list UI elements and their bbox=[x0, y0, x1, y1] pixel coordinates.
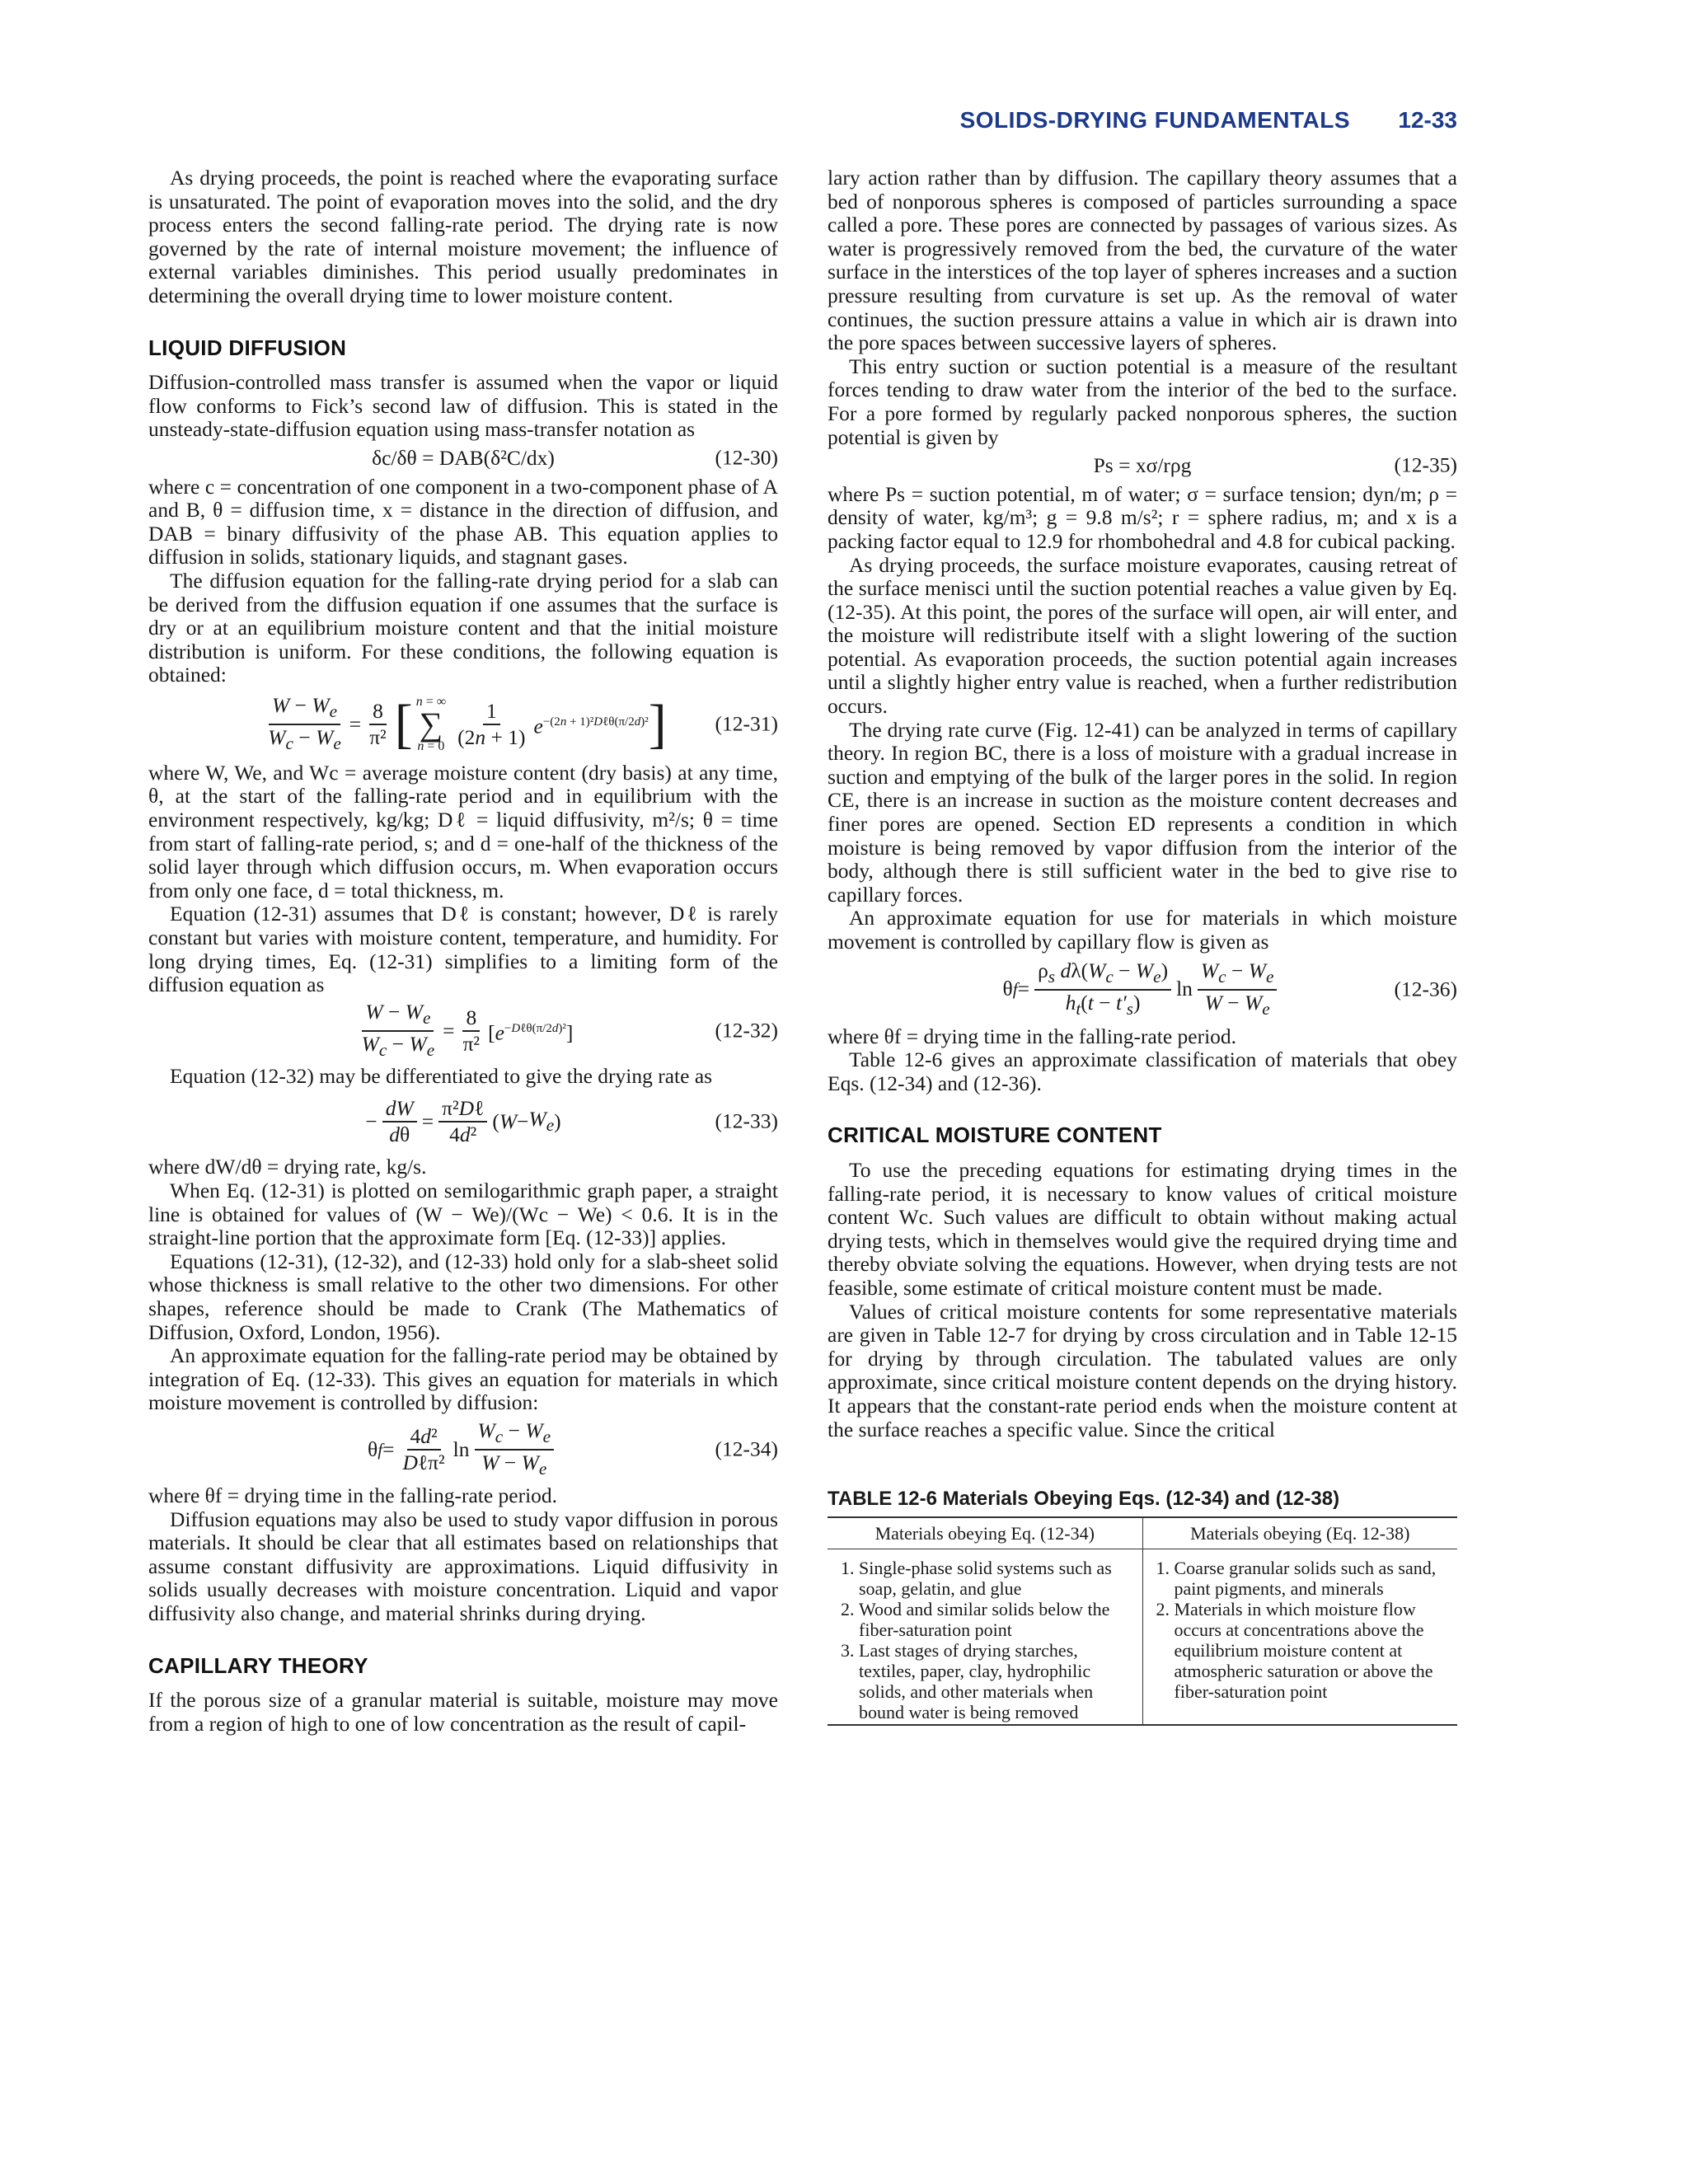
paragraph: When Eq. (12-31) is plotted on semilogarithmic graph paper, a straight line is obtained for values of (W − We)/(Wc − We) < 0.6. It is in the straight-line portion that the approximate form [Eq. (12-33)] applies. bbox=[148, 1179, 778, 1250]
paragraph: where Ps = suction potential, m of water; σ = surface tension; dyn/m; ρ = density of water, kg/m³; g = 9.8 m/s²; r = sphere radius, m; and x is a packing factor equal to 12.9 for rhombohedral and 4.8 for cubical packing. bbox=[828, 481, 1457, 553]
paragraph: An approximate equation for use for materials in which moisture movement is controlled by capillary flow is given as bbox=[828, 906, 1457, 954]
list-item: 2. Materials in which moisture flow occurs at concentrations above the equilibrium moisture content at atmospheric saturation or above the fiber-saturation point bbox=[1175, 1599, 1450, 1702]
page-number: 12-33 bbox=[1398, 107, 1457, 133]
paragraph: Diffusion-controlled mass transfer is assumed when the vapor or liquid flow conforms to Fick’s second law of diffusion. This is stated in the unsteady-state-diffusion equation using mass-transfer notation as bbox=[148, 370, 778, 442]
left-column bbox=[148, 166, 778, 1736]
equation-body: θ f = $\frac{\rho_s d\lambda(W_c - W_e)}{h_t(t - t'_s)}$ ln $\frac{W_c - W_e}{W - W_e}$ bbox=[1003, 958, 1282, 1021]
list-item: 1. Coarse granular solids such as sand, paint pigments, and minerals bbox=[1175, 1558, 1450, 1599]
equation-12-36 bbox=[828, 959, 1457, 1020]
paragraph: To use the preceding equations for estimating drying times in the falling-rate period, it is necessary to know values of critical moisture content Wc. Such values are difficult to obtain without making actual drying tests, which in themselves would give the required drying time and thereby obviate solving the equations. However, when drying tests are not feasible, some estimate of critical moisture content must be made. bbox=[828, 1157, 1457, 1300]
table-header: Materials obeying Eq. (12-34) bbox=[828, 1518, 1142, 1549]
equation-body: $\frac{W - W_e}{W_c - W_e}$ = $\frac{8}{\text{π²}}$ $[e^{-D\ell\theta(\pi/2d)^2}]$ bbox=[361, 999, 574, 1060]
paragraph: Equation (12-31) assumes that Dℓ is constant; however, Dℓ is rarely constant but varies with moisture content, temperature, and humidity. For long drying times, Eq. (12-31) simplifies to a limiting form of the diffusion equation as bbox=[148, 902, 778, 997]
paragraph: lary action rather than by diffusion. The capillary theory assumes that a bed of nonporous spheres is composed of particles surrounding a space called a pore. These pores are connected by passages of various sizes. As water is progressively removed from the bed, the curvature of the water surface in the interstices of the top layer of spheres increases and a suction pressure resulting from curvature is set up. As the removal of water continues, the suction pressure attains a value in which air is drawn into the pore spaces between successive layers of spheres. bbox=[828, 166, 1457, 355]
paragraph: Equations (12-31), (12-32), and (12-33) hold only for a slab-sheet solid whose thickness is small relative to the other two dimensions. For other shapes, reference should be made to Crank (The Mathematics of Diffusion, Oxford, London, 1956). bbox=[148, 1249, 778, 1344]
paragraph: Values of critical moisture contents for some representative materials are given in Table 12-7 for drying by cross circulation and in Table 12-15 for drying by through circulation. The tabulated values are only approximate, since critical moisture content depends on the drying history. It appears that the constant-rate period ends when the moisture content at the surface reaches a specific value. Since the critical bbox=[828, 1299, 1457, 1441]
equation-number: (12-30) bbox=[715, 445, 778, 470]
paragraph: If the porous size of a granular material is suitable, moisture may move from a region of high to one of low concentration as the result of capil- bbox=[148, 1688, 778, 1736]
table-title: TABLE 12-6 Materials Obeying Eqs. (12-34) and (12-38) bbox=[828, 1488, 1457, 1518]
right-column bbox=[828, 166, 1457, 1726]
heading-critical-moisture-content: CRITICAL MOISTURE CONTENT bbox=[828, 1122, 1162, 1148]
equation-number: (12-36) bbox=[1394, 977, 1457, 1001]
list-item: 2. Wood and similar solids below the fiber-saturation point bbox=[859, 1599, 1134, 1640]
equation-number: (12-35) bbox=[1394, 453, 1457, 478]
paragraph: As drying proceeds, the point is reached where the evaporating surface is unsaturated. The point of evaporation moves into the solid, and the dry process enters the second falling-rate period. The drying rate is now governed by the rate of internal moisture movement; the influence of external variables diminishes. This period usually predominates in determining the overall drying time to lower moisture content. bbox=[148, 166, 778, 307]
table-header: Materials obeying (Eq. 12-38) bbox=[1142, 1518, 1457, 1549]
equation-body: $\frac{W - W_e}{W_c - W_e}$ = $\frac{8}{\text{π²}}$ [ n = ∞ ∑ n = 0 $\frac{1}{(2n + 1)}$ $e^{-(2n + 1)^2D\ell\theta(\pi/2d)^2}$ ] bbox=[268, 692, 667, 754]
equation-number: (12-33) bbox=[715, 1109, 778, 1134]
equation-body: δc/δθ = DAB(δ²C/dx) bbox=[372, 445, 555, 470]
equation-body: − $\frac{dW}{d\theta}$ = $\frac{\text{π²Dℓ}}{\text{4d²}}$ ( W − $W_e$ ) bbox=[365, 1096, 561, 1147]
equation-number: (12-31) bbox=[715, 711, 778, 736]
heading-capillary-theory: CAPILLARY THEORY bbox=[148, 1652, 368, 1678]
equation-body: Ps = xσ/rρg bbox=[1093, 453, 1192, 478]
equation-12-30 bbox=[148, 447, 778, 471]
equation-12-32 bbox=[148, 999, 778, 1060]
table-12-6 bbox=[828, 1518, 1457, 1726]
paragraph: where W, We, and Wc = average moisture content (dry basis) at any time, θ, at the start of the falling-rate period and in equilibrium with the environment respectively, kg/kg; Dℓ = liquid diffusivity, m²/s; θ = time from start of falling-rate period, s; and d = one-half of the thickness of the solid layer through which diffusion occurs, m. When evaporation occurs from only one face, d = total thickness, m. bbox=[148, 760, 778, 902]
table-cell bbox=[1142, 1549, 1457, 1725]
list-item: 1. Single-phase solid systems such as soap, gelatin, and glue bbox=[859, 1558, 1134, 1599]
paragraph: where θf = drying time in the falling-rate period. bbox=[148, 1483, 558, 1507]
paragraph: The diffusion equation for the falling-rate drying period for a slab can be derived from the diffusion equation if one assumes that the surface is dry or at an equilibrium moisture content and that the initial moisture distribution is uniform. For these conditions, the following equation is obtained: bbox=[148, 568, 778, 687]
equation-body: θ f = $\frac{\text{4d²}}{\text{Dℓπ²}}$ ln $\frac{W_c - W_e}{W - W_e}$ bbox=[368, 1418, 559, 1481]
section-title: SOLIDS-DRYING FUNDAMENTALS bbox=[959, 107, 1350, 133]
paragraph: Diffusion equations may also be used to study vapor diffusion in porous materials. It should be clear that all estimates based on relationships that assume constant diffusivity are approximations. Liquid diffusivity in solids usually decreases with moisture concentration. Liquid and vapor diffusivity also change, and material shrinks during drying. bbox=[148, 1507, 778, 1625]
running-header bbox=[148, 107, 1457, 140]
equation-12-33 bbox=[148, 1093, 778, 1151]
paragraph: Table 12-6 gives an approximate classification of materials that obey Eqs. (12-34) and (12-36). bbox=[828, 1047, 1457, 1095]
paragraph: An approximate equation for the falling-rate period may be obtained by integration of Eq. (12-33). This gives an equation for materials in which moisture movement is controlled by diffusion: bbox=[148, 1343, 778, 1415]
heading-liquid-diffusion: LIQUID DIFFUSION bbox=[148, 335, 347, 360]
equation-12-34 bbox=[148, 1420, 778, 1479]
paragraph: Equation (12-32) may be differentiated to give the drying rate as bbox=[170, 1063, 713, 1088]
paragraph: This entry suction or suction potential is a measure of the resultant forces tending to draw water from the interior of the bed to the surface. For a pore formed by regularly packed nonporous spheres, the suction potential is given by bbox=[828, 354, 1457, 449]
equation-12-31 bbox=[148, 692, 778, 757]
paragraph: where c = concentration of one component in a two-component phase of A and B, θ = diffusion time, x = distance in the direction of diffusion, and DAB = binary diffusivity of the phase AB. This equation applies to diffusion in solids, stationary liquids, and stagnant gases. bbox=[148, 474, 778, 569]
equation-number: (12-34) bbox=[715, 1436, 778, 1461]
equation-12-35 bbox=[828, 454, 1457, 478]
paragraph: where dW/dθ = drying rate, kg/s. bbox=[148, 1155, 427, 1179]
paragraph: The drying rate curve (Fig. 12-41) can be analyzed in terms of capillary theory. In region BC, there is a loss of moisture with a gradual increase in suction and emptying of the bulk of the larger pores in the solid. In region CE, there is an increase in suction as the moisture content decreases and finer pores are opened. Section ED represents a condition in which moisture is being removed by vapor diffusion from the interior of the body, although there is still sufficient water in the bed to give rise to capillary forces. bbox=[828, 717, 1457, 907]
list-item: 3. Last stages of drying starches, textiles, paper, clay, hydrophilic solids, and other materials when bound water is being removed bbox=[859, 1640, 1134, 1722]
table-cell bbox=[828, 1549, 1142, 1725]
paragraph: As drying proceeds, the surface moisture evaporates, causing retreat of the surface menisci until the suction potential reaches a value given by Eq. (12-35). At this point, the pores of the surface will open, air will enter, and the moisture will redistribute itself with a slight lowering of the suction potential. As evaporation proceeds, the suction potential again increases until a slightly higher entry value is reached, when a further redistribution occurs. bbox=[828, 552, 1457, 719]
equation-number: (12-32) bbox=[715, 1018, 778, 1043]
paragraph: where θf = drying time in the falling-rate period. bbox=[828, 1024, 1237, 1048]
